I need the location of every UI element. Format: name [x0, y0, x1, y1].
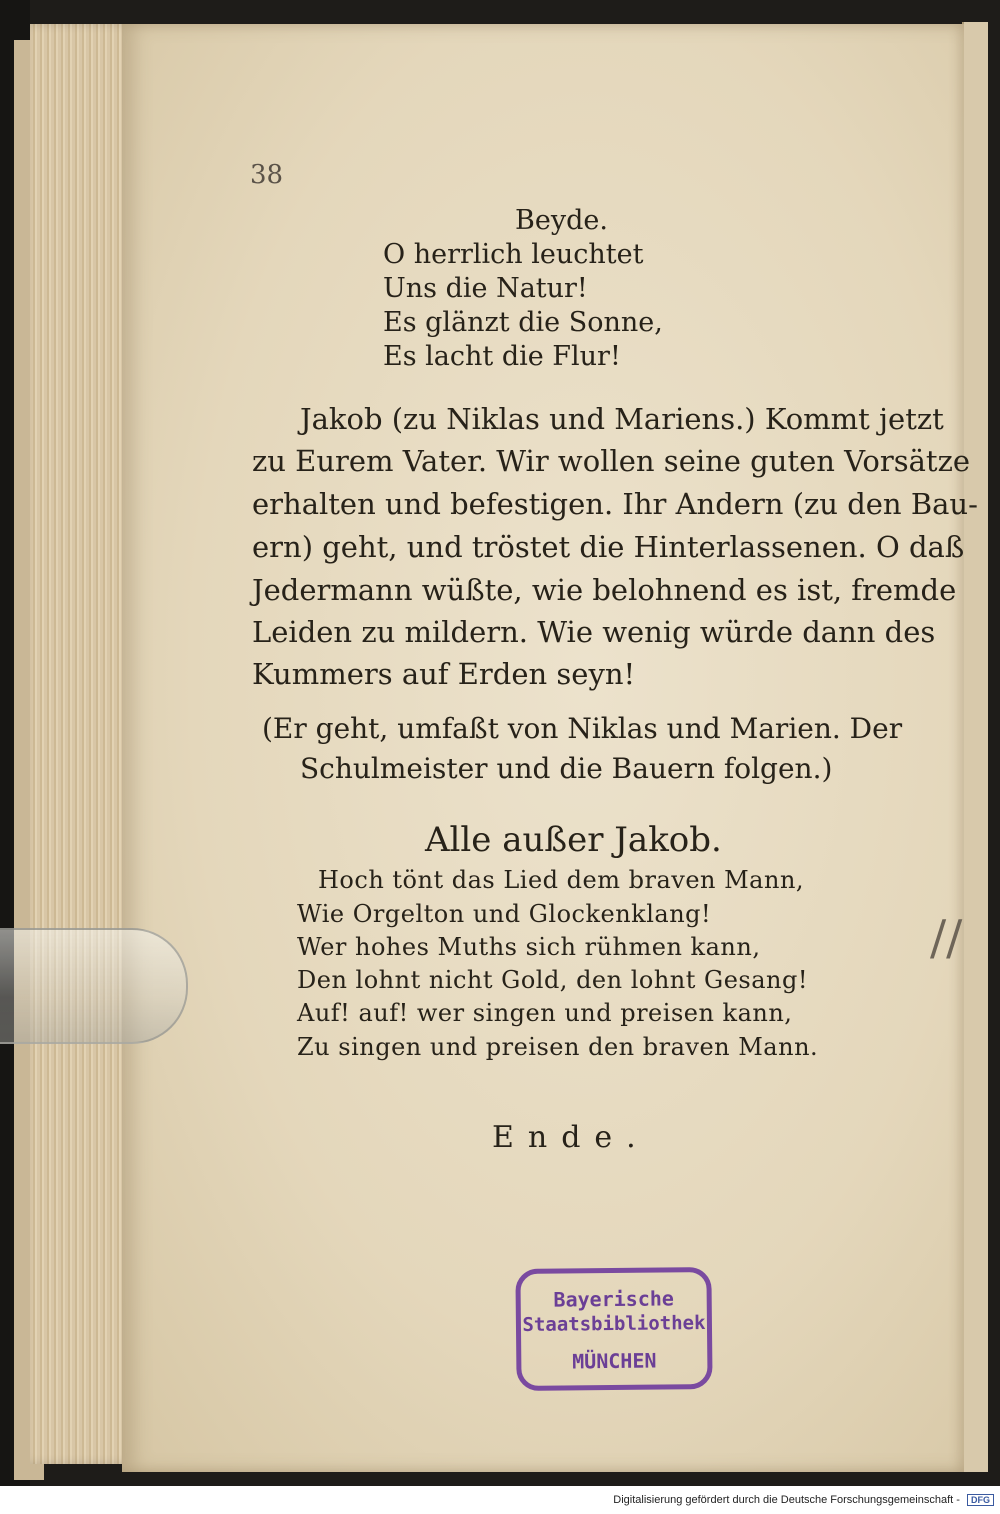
prose-line: Kummers auf Erden seyn! — [252, 657, 636, 691]
page-number: 38 — [250, 160, 284, 190]
prose-line: Jakob (zu Niklas und Mariens.) Kommt jetzt — [300, 402, 944, 436]
library-stamp — [515, 1267, 712, 1391]
pencil-mark: // — [930, 910, 963, 966]
stage-direction-line: (Er geht, umfaßt von Niklas und Marien. Der — [262, 712, 903, 745]
prose-line: Leiden zu mildern. Wie wenig würde dann des — [252, 615, 936, 649]
digitization-credit — [613, 1494, 994, 1506]
prose-line: ern) geht, und tröstet die Hinterlassenen. O daß — [252, 530, 965, 564]
end-marker: Ende. — [492, 1120, 650, 1155]
prose-line: zu Eurem Vater. Wir wollen seine guten Vorsätze — [252, 444, 971, 478]
stamp-line: Staatsbibliothek — [522, 1312, 706, 1336]
verse-line: Uns die Natur! — [383, 273, 588, 304]
dfg-logo: DFG — [967, 1494, 994, 1506]
stage-direction-line: Schulmeister und die Bauern folgen.) — [300, 752, 833, 785]
verse-line: Es lacht die Flur! — [383, 341, 621, 372]
stamp-line: MÜNCHEN — [572, 1348, 657, 1374]
speaker-heading-beyde: Beyde. — [515, 205, 608, 236]
song-line: Wie Orgelton und Glockenklang! — [297, 900, 712, 928]
verse-line: Es glänzt die Sonne, — [383, 307, 663, 338]
plastic-page-clip — [0, 928, 188, 1044]
stamp-line: Bayerische — [553, 1286, 675, 1312]
prose-line: Jedermann wüßte, wie belohnend es ist, fremde — [252, 573, 957, 607]
verse-line: O herrlich leuchtet — [383, 239, 644, 270]
speaker-heading-alle: Alle außer Jakob. — [425, 820, 722, 860]
song-line: Wer hohes Muths sich rühmen kann, — [297, 933, 761, 961]
song-line: Auf! auf! wer singen und preisen kann, — [297, 999, 793, 1027]
song-line: Den lohnt nicht Gold, den lohnt Gesang! — [297, 966, 808, 994]
song-line: Hoch tönt das Lied dem braven Mann, — [318, 866, 805, 894]
prose-line: erhalten und befestigen. Ihr Andern (zu den Bau- — [252, 487, 978, 521]
page-right-edge — [962, 22, 988, 1472]
credit-text: Digitalisierung gefördert durch die Deutsche Forschungsgemeinschaft - — [613, 1494, 960, 1506]
song-line: Zu singen und preisen den braven Mann. — [297, 1033, 819, 1061]
